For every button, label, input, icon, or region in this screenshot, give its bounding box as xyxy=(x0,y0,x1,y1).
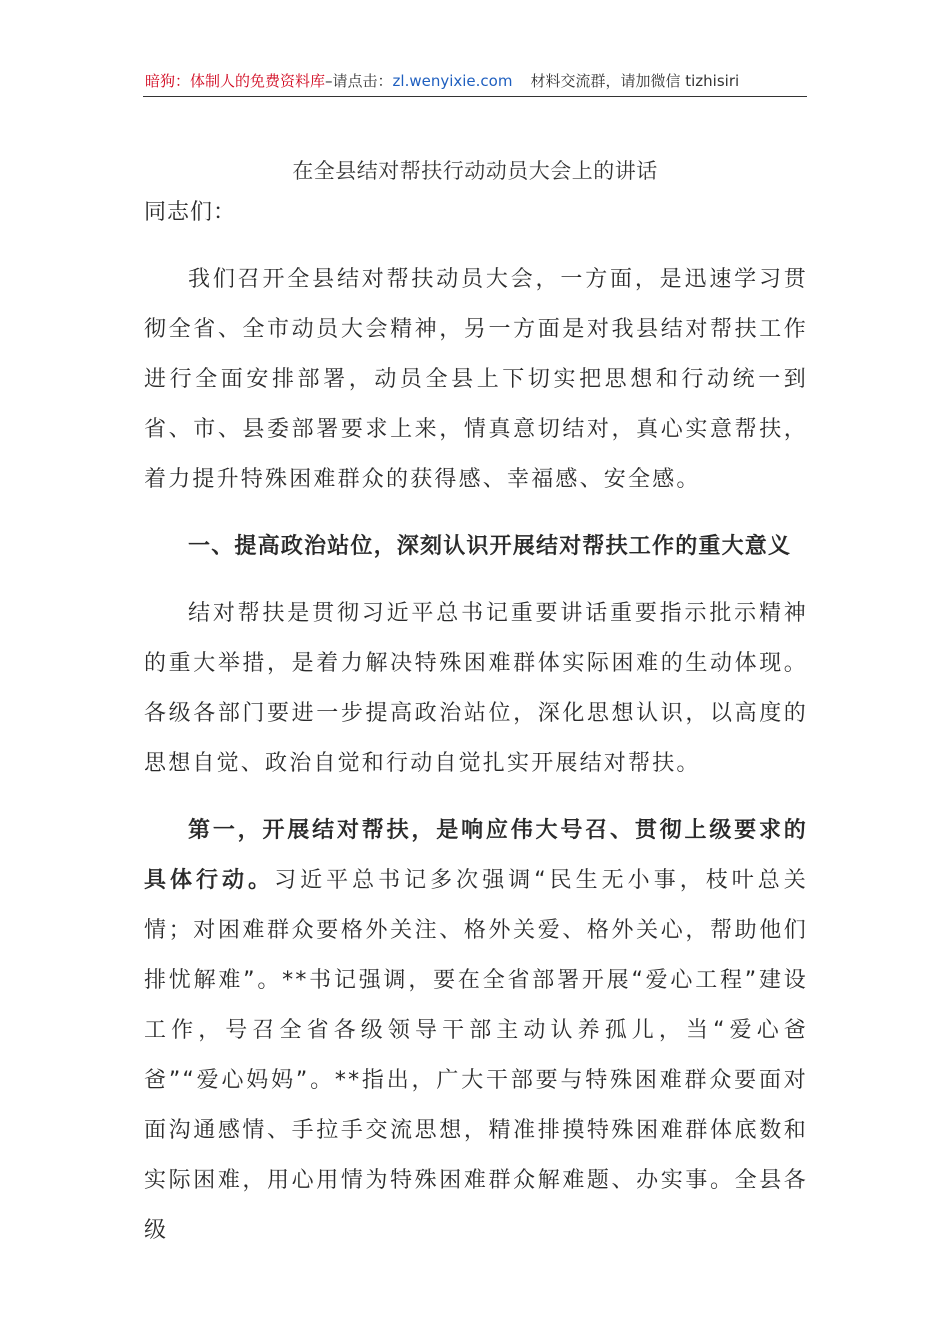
header-contact: 材料交流群，请加微信 tizhisiri xyxy=(530,72,740,90)
header-brand: 暗狗：体制人的免费资料库 xyxy=(145,72,326,90)
document-title: 在全县结对帮扶行动动员大会上的讲话 xyxy=(292,159,658,183)
page-header xyxy=(145,68,805,94)
section-heading: 一、提高政治站位，深刻认识开展结对帮扶工作的重大意义 xyxy=(188,534,792,559)
section-paragraph: 结对帮扶是贯彻习近平总书记重要讲话重要指示批示精神的重大举措，是着力解决特殊困难群体实际困难的生动体现。各级各部门要进一步提高政治站位，深化思想认识，以高度的思想自觉、政治自觉和行动自觉扎实开展结对帮扶。 xyxy=(144,601,808,776)
point-lead: 第一，开展结对帮扶，是响应伟大号召、贯彻上级要求的具体行动。 xyxy=(144,818,808,893)
header-prompt: –请点击： xyxy=(325,72,393,90)
header-link[interactable]: zl.wenyixie.com xyxy=(392,72,513,90)
header-divider xyxy=(143,96,807,97)
point-paragraph xyxy=(144,806,808,1256)
salutation: 同志们： xyxy=(144,200,237,225)
intro-paragraph: 我们召开全县结对帮扶动员大会，一方面，是迅速学习贯彻全省、全市动员大会精神，另一方面是对我县结对帮扶工作进行全面安排部署，动员全县上下切实把思想和行动统一到省、市、县委部署要求上来，情真意切结对，真心实意帮扶，着力提升特殊困难群众的获得感、幸福感、安全感。 xyxy=(144,267,808,492)
point-body: 习近平总书记多次强调“民生无小事，枝叶总关情；对困难群众要格外关注、格外关爱、格外关心，帮助他们排忧解难”。**书记强调，要在全省部署开展“爱心工程”建设工作，号召全省各级领导干部主动认养孤儿，当“爱心爸爸”“爱心妈妈”。**指出，广大干部要与特殊困难群众要面对面沟通感情、手拉手交流思想，精准排摸特殊困难群体底数和实际困难，用心用情为特殊困难群众解难题、办实事。全县各级 xyxy=(144,868,808,1243)
document-body xyxy=(144,188,808,1273)
